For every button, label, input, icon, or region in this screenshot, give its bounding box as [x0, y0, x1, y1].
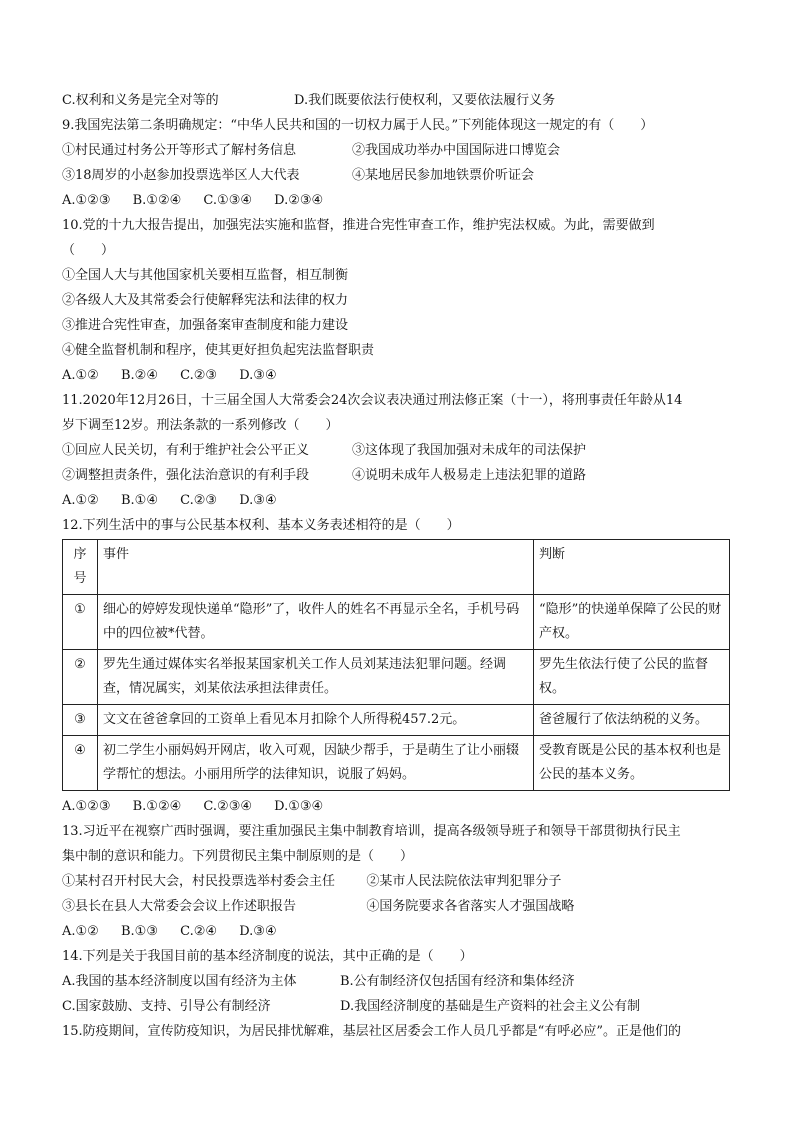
question-10-options — [62, 363, 742, 388]
q10-item-4: ④健全监督机制和程序，使其更好担负起宪法监督职责 — [62, 343, 375, 358]
question-15-stem-line1: 15.防疫期间，宣传防疫知识，为居民排忧解难，基层社区居委会工作人员几乎都是“有呼必应”。正是他们的 — [62, 1024, 681, 1039]
q12-option-d: D.①③④ — [274, 799, 324, 814]
row-no: ① — [63, 595, 98, 650]
q11-item-4: ④说明未成年人极易走上违法犯罪的道路 — [352, 468, 587, 483]
question-11-stem-line2: 岁下调至12岁。刑法条款的一系列修改（ ） — [62, 418, 339, 433]
q13-option-b: B.①③ — [120, 924, 158, 939]
header-judge: 判断 — [534, 540, 730, 595]
table-row — [63, 650, 730, 705]
row-event: 初二学生小丽妈妈开网店，收入可观，因缺少帮手，于是萌生了让小丽辍学帮忙的想法。小丽用所学的法律知识，说服了妈妈。 — [98, 736, 534, 791]
question-14-options-row1 — [62, 969, 742, 994]
question-11-items-row1 — [62, 438, 742, 463]
option-c: C.权利和义务是完全对等的 — [62, 93, 219, 108]
table-header-row — [63, 540, 730, 595]
question-12-table — [62, 539, 730, 791]
row-no: ② — [63, 650, 98, 705]
row-event: 文文在爸爸拿回的工资单上看见本月扣除个人所得税457.2元。 — [98, 705, 534, 736]
option-d: D.我们既要依法行使权利，又要依法履行义务 — [294, 93, 556, 108]
q11-item-1: ①回应人民关切，有利于维护社会公平正义 — [62, 443, 310, 458]
row-judge: 受教育既是公民的基本权利也是公民的基本义务。 — [534, 736, 730, 791]
table-row — [63, 595, 730, 650]
header-no: 序号 — [63, 540, 98, 595]
question-12-options — [62, 794, 742, 819]
question-11-items-row2 — [62, 463, 742, 488]
question-13-items-row1 — [62, 869, 742, 894]
q9-item-4: ④某地居民参加地铁票价听证会 — [352, 168, 535, 183]
table-row — [63, 705, 730, 736]
prev-options — [62, 88, 742, 113]
question-10-stem-line1: 10.党的十九大报告提出，加强宪法实施和监督，推进合宪性审查工作，维护宪法权威。为此，需要做到 — [62, 218, 655, 233]
q10-option-c: C.②③ — [180, 368, 218, 383]
exam-page — [62, 88, 742, 1044]
question-9-items-row1 — [62, 138, 742, 163]
row-event: 细心的婷婷发现快递单“隐形”了，收件人的姓名不再显示全名，手机号码中的四位被*代替。 — [98, 595, 534, 650]
q13-item-4: ④国务院要求各省落实人才强国战略 — [366, 899, 575, 914]
q10-option-a: A.①② — [62, 368, 99, 383]
q9-item-2: ②我国成功举办中国国际进口博览会 — [352, 143, 561, 158]
q10-option-b: B.②④ — [120, 368, 158, 383]
q13-item-3: ③县长在县人大常委会会议上作述职报告 — [62, 899, 297, 914]
question-9-stem: 9.我国宪法第二条明确规定：“中华人民共和国的一切权力属于人民。”下列能体现这一规定的有（ ） — [62, 118, 654, 133]
q9-item-1: ①村民通过村务公开等形式了解村务信息 — [62, 143, 297, 158]
question-9-items-row2 — [62, 163, 742, 188]
row-no: ③ — [63, 705, 98, 736]
q13-option-c: C.②④ — [180, 924, 218, 939]
q9-option-b: B.①②④ — [132, 193, 182, 208]
q11-option-b: B.①④ — [120, 493, 158, 508]
row-no: ④ — [63, 736, 98, 791]
table-row — [63, 736, 730, 791]
question-11-stem-line1: 11.2020年12月26日，十三届全国人大常委会24次会议表决通过刑法修正案（十一），将刑事责任年龄从14 — [62, 393, 683, 408]
row-judge: 罗先生依法行使了公民的监督权。 — [534, 650, 730, 705]
q9-option-d: D.②③④ — [274, 193, 324, 208]
q13-option-a: A.①② — [62, 924, 99, 939]
header-event: 事件 — [98, 540, 534, 595]
question-10-stem-line2: （ ） — [62, 243, 115, 258]
q10-item-1: ①全国人大与其他国家机关要相互监督，相互制衡 — [62, 268, 349, 283]
row-judge: “隐形”的快递单保障了公民的财产权。 — [534, 595, 730, 650]
q12-option-b: B.①②④ — [132, 799, 182, 814]
q11-item-2: ②调整担责条件，强化法治意识的有利手段 — [62, 468, 310, 483]
q12-option-c: C.②③④ — [203, 799, 253, 814]
q14-option-d: D.我国经济制度的基础是生产资料的社会主义公有制 — [340, 999, 641, 1014]
q10-item-3: ③推进合宪性审查，加强备案审查制度和能力建设 — [62, 318, 349, 333]
question-13-stem-line2: 集中制的意识和能力。下列贯彻民主集中制原则的是（ ） — [62, 849, 414, 864]
q9-option-a: A.①②③ — [62, 193, 111, 208]
q11-option-a: A.①② — [62, 493, 99, 508]
q13-option-d: D.③④ — [239, 924, 277, 939]
q11-option-d: D.③④ — [239, 493, 277, 508]
q14-option-b: B.公有制经济仅包括国有经济和集体经济 — [340, 974, 575, 989]
q12-option-a: A.①②③ — [62, 799, 111, 814]
row-judge: 爸爸履行了依法纳税的义务。 — [534, 705, 730, 736]
q9-option-c: C.①③④ — [203, 193, 253, 208]
question-9-options — [62, 188, 742, 213]
q13-item-1: ①某村召开村民大会，村民投票选举村委会主任 — [62, 874, 336, 889]
q10-item-2: ②各级人大及其常委会行使解释宪法和法律的权力 — [62, 293, 349, 308]
q13-item-2: ②某市人民法院依法审判犯罪分子 — [366, 874, 562, 889]
q14-option-c: C.国家鼓励、支持、引导公有制经济 — [62, 999, 271, 1014]
q11-item-3: ③这体现了我国加强对未成年的司法保护 — [352, 443, 587, 458]
q11-option-c: C.②③ — [180, 493, 218, 508]
question-12-stem: 12.下列生活中的事与公民基本权利、基本义务表述相符的是（ ） — [62, 518, 460, 533]
question-14-stem: 14.下列是关于我国目前的基本经济制度的说法，其中正确的是（ ） — [62, 949, 473, 964]
question-11-options — [62, 488, 742, 513]
question-13-items-row2 — [62, 894, 742, 919]
row-event: 罗先生通过媒体实名举报某国家机关工作人员刘某违法犯罪问题。经调查，情况属实，刘某依法承担法律责任。 — [98, 650, 534, 705]
q14-option-a: A.我国的基本经济制度以国有经济为主体 — [62, 974, 297, 989]
question-14-options-row2 — [62, 994, 742, 1019]
q9-item-3: ③18周岁的小赵参加投票选举区人大代表 — [62, 168, 300, 183]
q10-option-d: D.③④ — [239, 368, 277, 383]
question-13-options — [62, 919, 742, 944]
question-13-stem-line1: 13.习近平在视察广西时强调，要注重加强民主集中制教育培训，提高各级领导班子和领导干部贯彻执行民主 — [62, 824, 681, 839]
